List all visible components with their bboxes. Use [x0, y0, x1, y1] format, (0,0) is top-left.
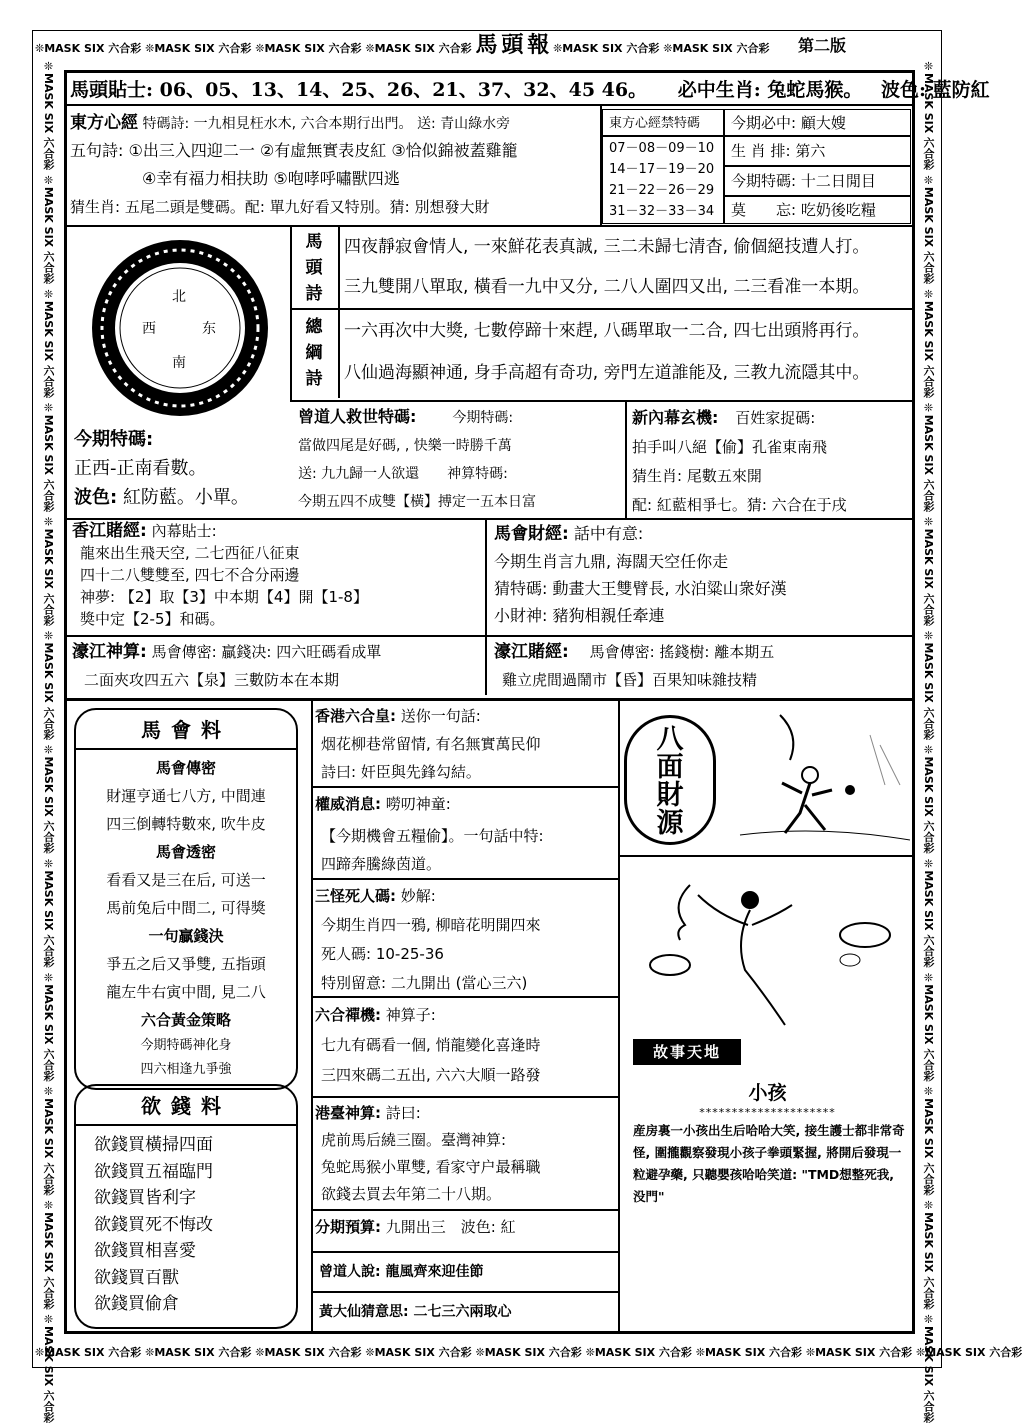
- forbidden-row: 31－32－33－34: [609, 204, 715, 219]
- bottom-strip: ❊MASK SIX 六合彩 ❊MASK SIX 六合彩 ❊MASK SIX 六合彩 ❊MASK SIX 六合彩 ❊MASK SIX 六合彩 ❊MASK SIX 六合彩 ❊MASK SIX 六合彩 ❊MASK SIX 六合彩 ❊MASK SIX 六合彩: [35, 1346, 1022, 1359]
- yuqian-liao-title: 欲錢料: [76, 1086, 296, 1126]
- divider: [290, 400, 915, 402]
- divider: [485, 518, 487, 695]
- forbidden-numbers: [602, 136, 724, 224]
- compass-west: 西: [142, 321, 156, 337]
- boy-kite-illustration-icon: [720, 705, 910, 850]
- masthead-title-3: 報: [527, 32, 550, 58]
- dongfang-line: 五句詩: ①出三入四迎二一 ②有虛無實表皮紅 ③恰似錦被蓋雞籠: [70, 141, 518, 161]
- compass-wheel-icon: [90, 238, 270, 418]
- yuqian-line: 欲錢買皆利字: [94, 1188, 196, 1208]
- dongfang-line: 猜生肖: 五尾二頭是雙碼。配: 單九好看又特別。猜: 別想發大財: [70, 198, 490, 217]
- dongfang-title: 東方心經: [70, 113, 138, 133]
- masthead-title-1: 馬: [475, 32, 498, 58]
- left-strip: ❊MASK SIX 六合彩 ❊MASK SIX 六合彩 ❊MASK SIX 六合彩 ❊MASK SIX 六合彩 ❊MASK SIX 六合彩 ❊MASK SIX 六合彩 ❊MASK SIX 六合彩 ❊MASK SIX 六合彩 ❊MASK SIX 六合彩 ❊MASK SIX 六合彩 ❊MASK SIX 六合彩 ❊MASK SIX 六合彩: [42, 60, 55, 1423]
- strip-text: ❊MASK SIX 六合彩: [255, 42, 362, 55]
- yuqian-line: 欲錢買相喜愛: [94, 1241, 196, 1261]
- strip-text: ❊MASK SIX 六合彩: [365, 42, 472, 55]
- poem-line: 一六再次中大獎, 七數停蹄十來趕, 八碼單取一二合, 四七出頭將再行。: [344, 321, 870, 341]
- poem-line: 八仙過海顯神通, 身手高超有奇功, 旁門左道誰能及, 三教九流隱其中。: [344, 363, 870, 383]
- yuqian-line: 欲錢買偷倉: [94, 1294, 179, 1314]
- compass-south: 南: [172, 355, 186, 371]
- forbidden-row: 14－17－19－20: [609, 162, 715, 177]
- saying: 黃大仙猜意思: 二七三六兩取心: [319, 1304, 512, 1320]
- yuqian-line: 欲錢買五福臨門: [94, 1161, 213, 1182]
- zeng-section: 曾道人救世特碼: 今期特碼: 當做四尾是好碼, , 快樂一時勝千萬 送: 九九歸一人欲還 神算特碼: 今期五四不成雙【橫】搏定一五本日富: [298, 407, 536, 510]
- poem-horsehead: 馬 頭 詩 四夜靜寂會情人, 一來鮮花表真誠, 三二未歸七清杳, 偷個絕技遭人打。 三九雙開八單取, 橫看一九中又分, 二八人圍四又出, 二三看准一本期。: [290, 227, 915, 310]
- dongfang-line: 特碼詩: 一九相見枉水木, 六合本期行出門。 送: 青山綠水旁: [142, 116, 511, 132]
- compass: [90, 238, 270, 418]
- edition-label: 第二版: [792, 33, 852, 56]
- this-issue: 今期特碼: 正西-正南看數。 波色: 紅防藍。小單。: [74, 429, 249, 508]
- xiangjiang-section: 香江賭經: 內幕貼士: 龍來出生飛天空, 二七西征八征東 四十二八雙雙至, 四七不合分兩邊 神夢: 【2】取【3】中本期【4】開【1-8】 獎中定【2-5】和碼。: [72, 521, 368, 628]
- strip-text: ❊MASK SIX 六合彩: [553, 42, 660, 55]
- strip-text: ❊MASK SIX 六合彩: [663, 42, 770, 55]
- poem-general: 總 綱 詩 一六再次中大獎, 七數停蹄十來趕, 八碼單取一二合, 四七出頭將再行。 八仙過海顯神通, 身手高超有奇功, 旁門左道誰能及, 三教九流隱其中。: [290, 310, 915, 400]
- bamian-badge: 八 面 財 源: [624, 715, 716, 845]
- forbidden-row: 07－08－09－10: [609, 141, 715, 156]
- yuqian-line: 欲錢買死不悔改: [94, 1214, 213, 1235]
- mahui-liao-box: 馬會料 馬會傳密 財運亨通七八方, 中間連 四三倒轉特數來, 吹牛皮 馬會透密 看看又是三在后, 可送一 馬前兔后中間二, 可得獎 一句贏錢決 爭五之后又爭雙, 五指頭 龍左牛右寅中間, 見二八 六合黃金策略 今期特碼神化身 四六相逢九爭強: [74, 708, 298, 1090]
- masthead-title-2: 頭: [501, 32, 524, 58]
- wave-label: 波色:: [881, 79, 927, 101]
- yuqian-liao-box: [74, 1084, 298, 1329]
- must-zodiac: 兔蛇馬猴。: [767, 79, 863, 101]
- story-stars: *********************: [699, 1106, 836, 1119]
- tips-numbers: 06、05、13、14、25、26、21、37、32、45 46。: [159, 79, 648, 101]
- story-title: 小孩: [748, 1082, 787, 1104]
- compass-east: 东: [202, 321, 216, 337]
- haojiang-shen-section: 濠江神算: 馬會傳密: 贏錢决: 四六旺碼看成單 二面夾攻四五六【泉】三數防本在本期: [72, 642, 382, 689]
- tips-row: [70, 75, 990, 105]
- divider: [64, 635, 915, 637]
- info-remember: 莫 忘: 吃奶後吃糧: [724, 196, 911, 224]
- divider: [618, 698, 620, 1334]
- info-must: 今期必中: 顧大嫂: [724, 109, 911, 136]
- story-text: 産房裏一小孩出生后哈哈大笑, 接生護士都非常奇怪, 圍攏觀察發現小孩子拳頭緊握, 將開后發現一粒避孕藥, 只聽嬰孩哈哈笑道: "TMD想整死我, 没門": [633, 1123, 905, 1204]
- must-zodiac-label: 必中生肖:: [677, 79, 761, 101]
- poem-line: 三九雙開八單取, 橫看一九中又分, 二八人圍四又出, 二三看准一本期。: [344, 277, 870, 297]
- divider: [64, 104, 915, 106]
- poem-line: 四夜靜寂會情人, 一來鮮花表真誠, 三二未歸七清杳, 偷個絕技遭人打。: [344, 237, 870, 257]
- story-tag: 故事天地: [633, 1039, 741, 1065]
- mahui-cai-section: 馬會財經: 話中有意: 今期生肖言九鼎, 海闊天空任你走 猜特碼: 動畫大王雙臂長, 水泊粱山衆好漢 小財神: 豬狗相親任牽連: [494, 524, 787, 625]
- dongfang-line: ④幸有福力相扶助 ⑤咆哮呼嘯獸四逃: [142, 169, 400, 189]
- dancing-woman-illustration-icon: [630, 865, 910, 1030]
- yuqian-line: 欲錢買百獸: [94, 1267, 179, 1288]
- strip-text: ❊MASK SIX 六合彩: [145, 42, 252, 55]
- right-strip: ❊MASK SIX 六合彩 ❊MASK SIX 六合彩 ❊MASK SIX 六合彩 ❊MASK SIX 六合彩 ❊MASK SIX 六合彩 ❊MASK SIX 六合彩 ❊MASK SIX 六合彩 ❊MASK SIX 六合彩 ❊MASK SIX 六合彩 ❊MASK SIX 六合彩 ❊MASK SIX 六合彩 ❊MASK SIX 六合彩: [922, 60, 935, 1423]
- strip-text: ❊MASK SIX 六合彩: [35, 42, 142, 55]
- tips-label: 馬頭貼士:: [70, 79, 154, 101]
- info-zodiac-rank: 生 肖 排: 第六: [724, 136, 911, 166]
- forbidden-row: 21－22－26－29: [609, 183, 715, 198]
- dongfang-section: [70, 110, 595, 221]
- wave-value: 藍防紅: [932, 79, 990, 101]
- compass-north: 北: [172, 289, 186, 305]
- mahui-liao-title: 馬會料: [76, 710, 296, 750]
- info-special: 今期特碼: 十二日閒目: [724, 166, 911, 196]
- divider: [618, 855, 915, 857]
- middle-column: 香港六合皇: 送你一句話: 烟花柳巷常留情, 有名無實萬民仰 詩曰: 奸臣與先鋒勾結。 權威消息: 嘮叨神童: 【今期機會五糧偷】。一句話中特: 四蹄奔騰綠茵道。 三怪死人碼: 妙解: 今期生肖四一鴉, 柳暗花明開四來 死人碼: 10-25-36 特別留意: 二九開出 (當心三六) 六合禪機: 神算子: 七九有碼看一個, 悄龍變化喜逢時 三四來碼二五出, 六六大順一路發 港臺神算: 詩曰: 虎前馬后繞三圈。臺灣神算: 兔蛇馬猴小單雙, 看家守户最稱職 欲錢去買去年第二十八期。 分期預算: 九開出三 波色: 紅 曾道人說: 龍風齊來迎佳節 黃大仙猜意思: 二七三六兩取心: [311, 700, 618, 1333]
- yuqian-line: 欲錢買橫掃四面: [94, 1135, 213, 1155]
- haojiang-du-section: 濠江賭經: 馬會傳密: 搖錢樹: 離本期五 雞立虎間過鬧市【昏】百果知味雜技精: [494, 642, 775, 689]
- xinneimu-section: 新內幕玄機: 百姓家捉碼: 拍手叫八絕【偷】孔雀東南飛 猜生肖: 尾數五來開 配: 紅藍相爭七。猜: 六合在于戌: [632, 408, 847, 514]
- divider: [625, 400, 627, 518]
- forbidden-title: 東方心經禁特碼: [602, 109, 724, 136]
- saying: 曾道人說: 龍風齊來迎佳節: [311, 1253, 618, 1293]
